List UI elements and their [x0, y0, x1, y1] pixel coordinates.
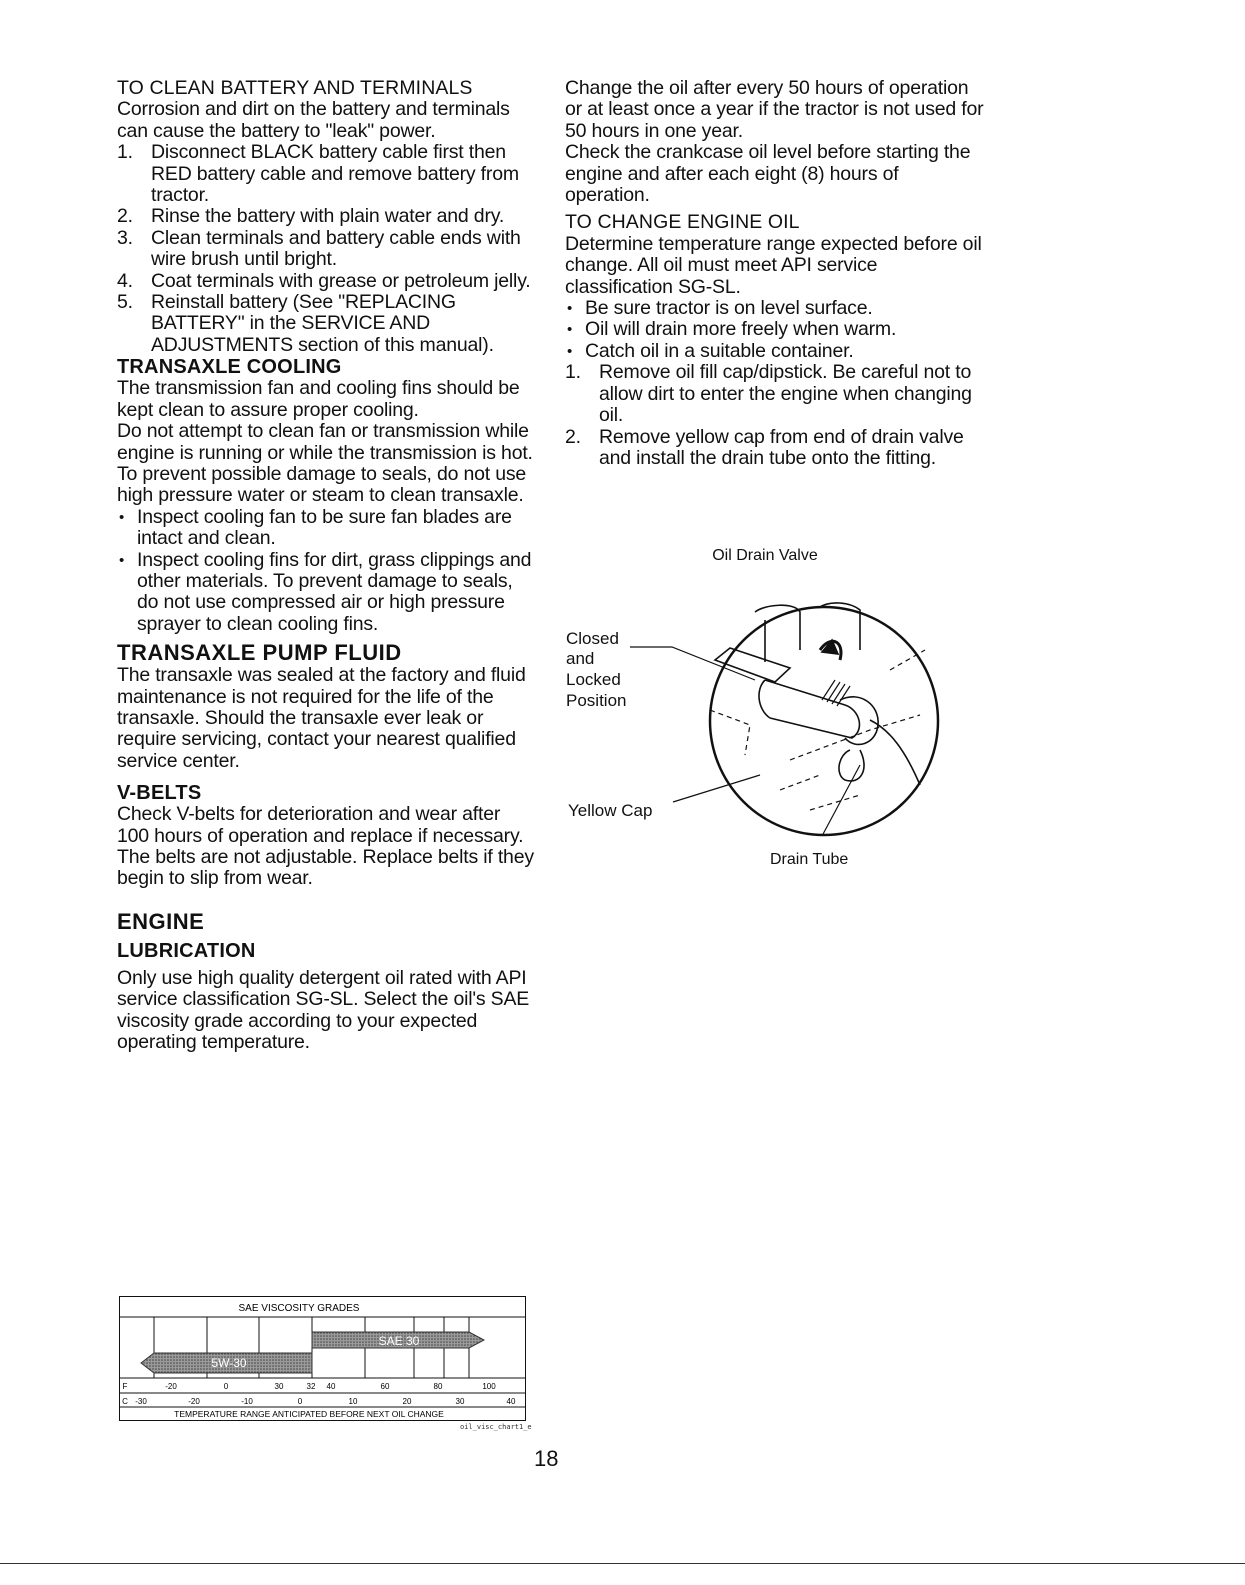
detail-circle — [710, 607, 938, 835]
c-tick: -30 — [135, 1397, 147, 1406]
transaxle-cooling-heading: TRANSAXLE COOLING — [117, 356, 342, 379]
step-number: 4. — [117, 269, 133, 292]
list-item — [117, 228, 537, 271]
f-tick: 100 — [482, 1382, 496, 1391]
bullet-icon: • — [567, 321, 573, 339]
c-tick: -10 — [241, 1397, 253, 1406]
f-tick: 80 — [433, 1382, 443, 1391]
step-number: 5. — [117, 291, 133, 314]
c-axis-label: C — [122, 1397, 128, 1406]
transaxle-cooling-p1: The transmission fan and cooling fins should be kept clean to assure proper cooling. — [117, 377, 520, 421]
label-locked: Locked — [566, 670, 621, 689]
valve-drawing — [715, 603, 920, 785]
step-number: 2. — [565, 425, 581, 448]
list-item — [117, 206, 537, 227]
list-item — [117, 507, 537, 550]
battery-heading: TO CLEAN BATTERY AND TERMINALS — [117, 77, 473, 99]
f-tick: -20 — [165, 1382, 177, 1391]
lubrication-heading: LUBRICATION — [117, 939, 256, 962]
list-item — [117, 142, 537, 206]
f-tick: 60 — [380, 1382, 390, 1391]
bullet-icon: • — [119, 551, 125, 569]
step-text: Disconnect BLACK battery cable first then RED battery cable and remove battery from tractor. — [151, 141, 519, 207]
transaxle-cooling-bullets — [117, 507, 537, 635]
label-closed: Closed — [566, 629, 619, 648]
page-number: 18 — [534, 1446, 559, 1471]
f-tick: 30 — [274, 1382, 284, 1391]
step-number: 1. — [565, 361, 581, 384]
lubrication-text: Only use high quality detergent oil rated with API service classification SG-SL. Select the oil's SAE viscosity grade according to your expected operating temperature. — [117, 966, 530, 1054]
f-tick: 32 — [306, 1382, 316, 1391]
c-tick: -20 — [188, 1397, 200, 1406]
step-number: 2. — [117, 205, 133, 228]
change-oil-text: Determine temperature range expected before oil change. All oil must meet API service classification SG-SL. — [565, 232, 982, 298]
change-oil-bullets — [565, 298, 985, 362]
pump-fluid-heading: TRANSAXLE PUMP FLUID — [117, 640, 402, 666]
bullet-text: Inspect cooling fan to be sure fan blades are intact and clean. — [137, 505, 512, 550]
step-text: Rinse the battery with plain water and dry. — [151, 205, 505, 228]
figure-title: Oil Drain Valve — [712, 547, 818, 564]
step-text: Remove yellow cap from end of drain valve and install the drain tube onto the fitting. — [599, 425, 964, 469]
list-item — [565, 319, 985, 340]
chart-code: oil_visc_chart1_e — [460, 1423, 532, 1431]
list-item — [565, 298, 985, 319]
sae30-label: SAE 30 — [378, 1334, 420, 1348]
label-drain-tube: Drain Tube — [770, 851, 849, 868]
label-and: and — [566, 649, 595, 668]
viscosity-chart — [119, 1296, 526, 1421]
leader-closed — [630, 647, 755, 680]
step-text: Reinstall battery (See "REPLACING BATTERY" in the SERVICE AND ADJUSTMENTS section of this manual). — [151, 291, 494, 356]
c-tick: 0 — [297, 1397, 303, 1406]
battery-intro: Corrosion and dirt on the battery and terminals can cause the battery to "leak" power. — [117, 98, 510, 142]
leader-yellow-cap — [673, 775, 760, 802]
bullet-text: Be sure tractor is on level surface. — [585, 297, 873, 320]
oil-intro-p1: Change the oil after every 50 hours of operation or at least once a year if the tractor is not used for 50 hours in one year. — [565, 77, 984, 142]
step-number: 1. — [117, 141, 133, 164]
list-item — [117, 550, 537, 636]
c-tick: 20 — [402, 1397, 412, 1406]
bullet-text: Inspect cooling fins for dirt, grass clippings and other materials. To prevent damage to seals, do not use compressed air or high pressure sprayer to clean cooling fins. — [137, 548, 532, 635]
bottom-rule — [0, 1563, 1245, 1564]
f-tick: 40 — [326, 1382, 336, 1391]
change-oil-heading: TO CHANGE ENGINE OIL — [565, 211, 800, 234]
step-text: Coat terminals with grease or petroleum jelly. — [151, 269, 531, 292]
list-item — [117, 292, 537, 356]
viscosity-chart-footer: TEMPERATURE RANGE ANTICIPATED BEFORE NEXT OIL CHANGE — [174, 1409, 444, 1419]
transaxle-cooling-p2: Do not attempt to clean fan or transmission while engine is running or while the transmission is hot. To prevent possible damage to seals, do not use high pressure water or steam to clean transaxle. — [117, 420, 533, 507]
oil-drain-valve-figure — [560, 540, 980, 875]
bullet-icon: • — [119, 508, 125, 526]
step-text: Clean terminals and battery cable ends with wire brush until bright. — [151, 226, 521, 271]
engine-heading: ENGINE — [117, 908, 205, 934]
bullet-icon: • — [567, 300, 573, 318]
list-item — [565, 427, 985, 470]
left-column — [117, 78, 537, 1053]
oil-intro-p2: Check the crankcase oil level before starting the engine and after each eight (8) hours of operation. — [565, 141, 971, 207]
c-tick: 40 — [506, 1397, 516, 1406]
pump-fluid-text: The transaxle was sealed at the factory and fluid maintenance is not required for the life of the transaxle. Should the transaxle ever leak or require servicing, contact your nearest qualified service center. — [117, 664, 526, 772]
vbelts-text: Check V-belts for deterioration and wear after 100 hours of operation and replace if necessary. The belts are not adjustable. Replace belts if they begin to slip from wear. — [117, 803, 534, 890]
list-item — [565, 362, 985, 426]
right-column — [565, 78, 985, 469]
vbelts-heading: V-BELTS — [117, 782, 202, 805]
f-axis-label: F — [122, 1382, 128, 1391]
bullet-text: Oil will drain more freely when warm. — [585, 318, 897, 341]
c-tick: 30 — [455, 1397, 465, 1406]
viscosity-chart-title: SAE VISCOSITY GRADES — [238, 1303, 360, 1314]
step-text: Remove oil fill cap/dipstick. Be careful not to allow dirt to enter the engine when changing oil. — [599, 361, 972, 427]
label-position: Position — [566, 691, 627, 710]
f-tick: 0 — [223, 1382, 229, 1391]
bullet-text: Catch oil in a suitable container. — [585, 339, 854, 362]
oil-steps-a — [565, 362, 985, 469]
battery-steps — [117, 142, 537, 356]
c-tick: 10 — [348, 1397, 358, 1406]
5w30-label: 5W-30 — [211, 1356, 247, 1370]
step-number: 3. — [117, 226, 133, 249]
list-item — [565, 341, 985, 362]
bullet-icon: • — [567, 342, 573, 360]
label-yellow-cap: Yellow Cap — [568, 801, 653, 820]
list-item — [117, 271, 537, 292]
